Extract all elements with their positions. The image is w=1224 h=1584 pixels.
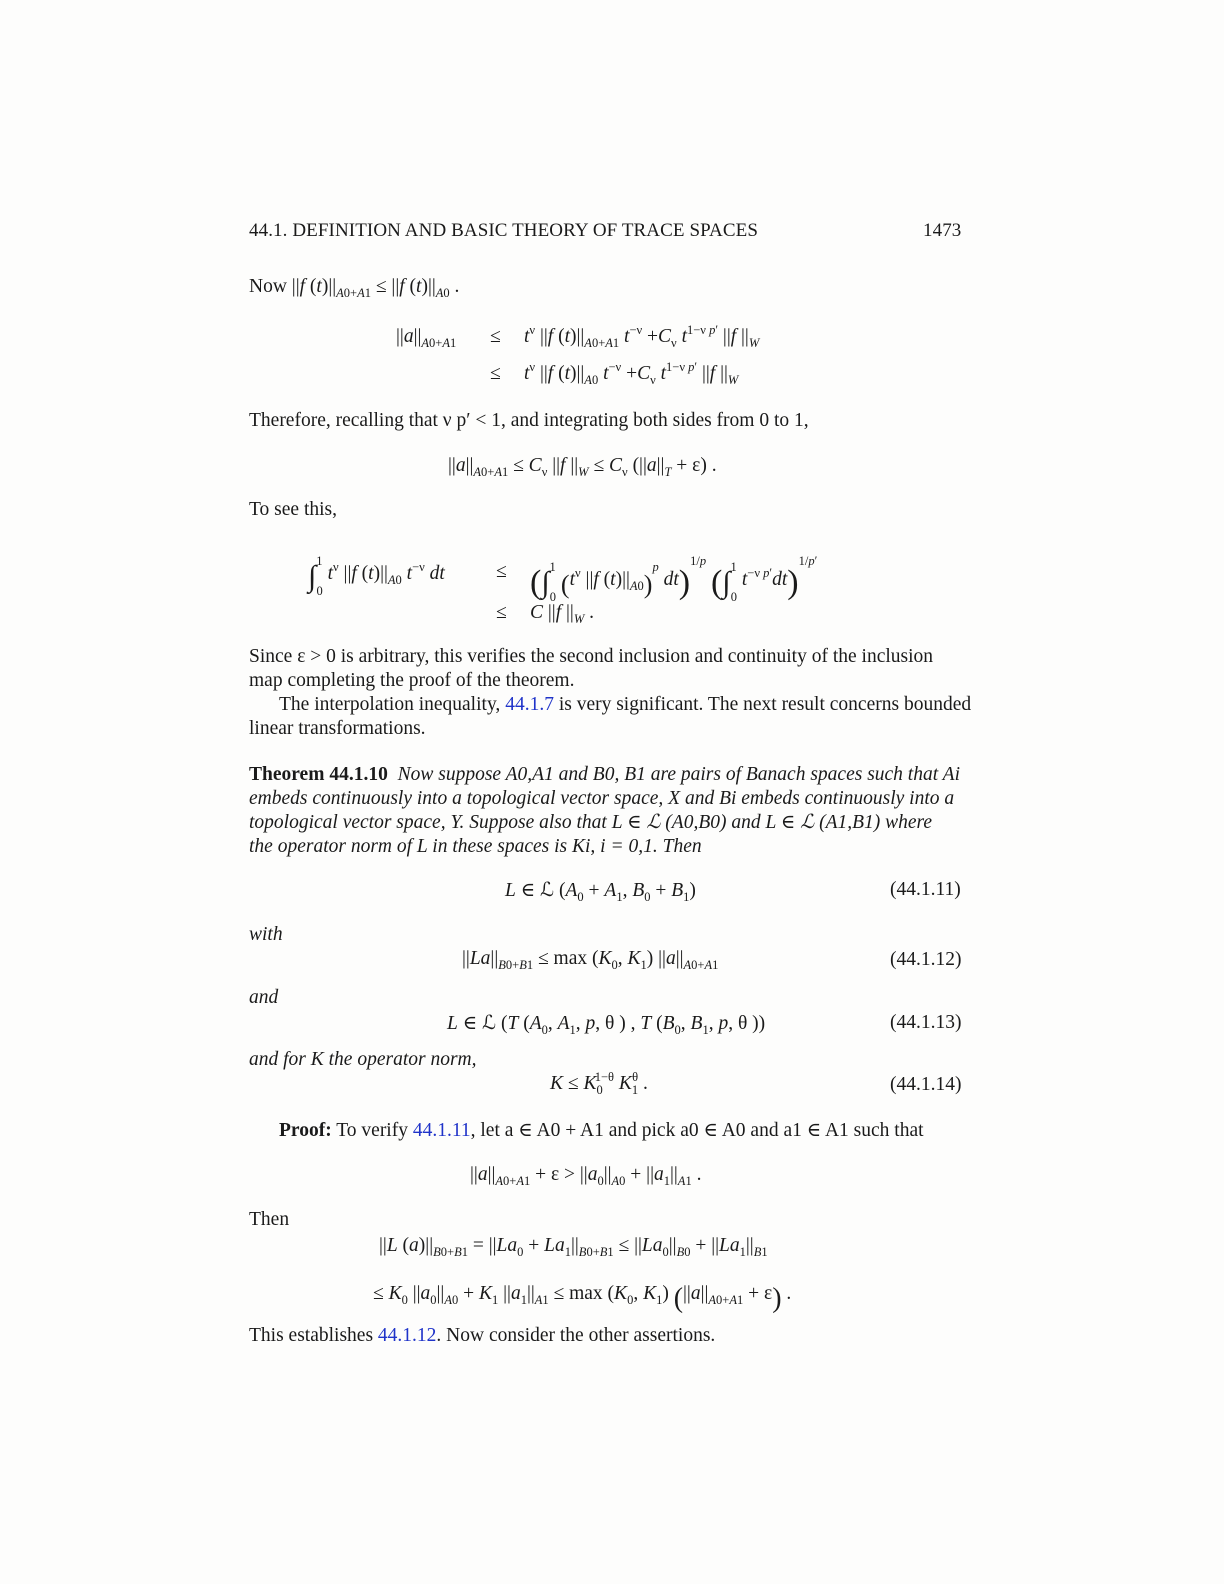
proof-text-b: , let a ∈ A0 + A1 and pick a0 ∈ A0 and a1 ∈ A1 such that: [470, 1120, 924, 1141]
display-eq-holder-bound: C ||f $||_W$ .: [530, 602, 594, 626]
leq-2: ≤: [490, 363, 501, 384]
equation-44-1-13: L ∈ ℒ (T ($A_0$, $A_1$, p, θ ) , T ($B_0$, $B_1$, p, θ )): [447, 1013, 766, 1037]
now-prefix: Now: [249, 276, 287, 297]
display-eq-la-1: ||L $(a)||_{B0+B1} = ||La_0 + La_1||_{B0+B1} \le ||La_0||_{B0} + ||La_1||_{B1}$: [379, 1235, 768, 1259]
proof-ref-link[interactable]: 44.1.11: [412, 1120, 471, 1141]
display-eq-la-2: ≤ $K_0$ $||a_0||_{A0} + K_1$ $||a_1||_{A1} \le \max (K_0$, $K_1$) $(||a||_{A0+A1} + \varepsilon)$ .: [373, 1283, 792, 1314]
display-eq-norm-bound-2: $||a||_{A0+A1} \le C_\nu$ ||f $||_W \le C_\nu$ $(||a||_T + \varepsilon)$ .: [448, 455, 717, 479]
theorem-line-1: [249, 763, 960, 787]
establishes-text-a: This establishes: [249, 1325, 374, 1346]
display-eq-epsilon: $||a||_{A0+A1} + \varepsilon > ||a_0||_{A0} + ||a_1||_{A1}$ .: [470, 1164, 702, 1188]
proof-line-1: [279, 1119, 924, 1143]
proof-label: Proof:: [279, 1120, 332, 1141]
interp-text-b: is very significant. The next result concerns bounded: [558, 694, 972, 715]
proof-text-a: To verify: [336, 1120, 408, 1141]
display-eq-holder: (∫$^1_0$ ($t^\nu$ ||f $(t)||_{A0})^p$ dt)$^{1/p}$ (∫$^1_0$ $t^{-\nu p'}dt)^{1/p'}$: [530, 554, 818, 604]
interp-line-1: [279, 693, 971, 717]
eq-number-14: (44.1.14): [890, 1074, 962, 1095]
display-eq-rhs-2: $t^\nu$ ||f $(t)||_{A0}$ $t^{-\nu} +C_\nu$ $t^{1-\nu p'}$ ||f $||_W$: [524, 360, 739, 387]
therefore-line: Therefore, recalling that ν p′ < 1, and integrating both sides from 0 to 1,: [249, 410, 809, 431]
with-text: with: [249, 924, 283, 945]
then-text: Then: [249, 1209, 290, 1230]
theorem-line-2: embeds continuously into a topological vector space, X and Bi embeds continuously into a: [249, 788, 955, 809]
equation-44-1-14: $K \le K_0^{1-\theta}$ $K_1^\theta$ .: [550, 1070, 648, 1097]
establishes-text-b: . Now consider the other assertions.: [436, 1325, 716, 1346]
since-line-2: map completing the proof of the theorem.: [249, 670, 575, 691]
leq-1: ≤: [490, 326, 501, 347]
theorem-line-3: topological vector space, Y. Suppose also that L ∈ ℒ (A0,B0) and L ∈ ℒ (A1,B1) where: [249, 812, 933, 833]
eq-number-13: (44.1.13): [890, 1012, 962, 1033]
eq-number-12: (44.1.12): [890, 949, 962, 970]
interp-ref-link[interactable]: 44.1.7: [505, 694, 554, 715]
establishes-line: [249, 1324, 715, 1348]
leq-3: ≤: [496, 561, 507, 582]
interp-line-2: linear transformations.: [249, 718, 426, 739]
display-eq-integral-lhs: ∫$^1_0$ $t^\nu$ ||f $(t)||_{A0}$ $t^{-\nu}$ dt: [308, 554, 445, 598]
and-text: and: [249, 987, 279, 1008]
theorem-label: Theorem 44.1.10: [249, 764, 388, 785]
display-eq-rhs-1: $t^\nu$ ||f $(t)||_{A0+A1}$ $t^{-\nu} +C_\nu$ $t^{1-\nu p'}$ ||f $||_W$: [524, 323, 760, 350]
since-line-1: Since ε > 0 is arbitrary, this verifies the second inclusion and continuity of the inclusion: [249, 646, 934, 667]
now-line: Now ||f $(t)||_{A0+A1} \le ||f$ $(t)||_{A0}$ .: [249, 276, 460, 300]
equation-44-1-12: $||La||_{B0+B1} \le \max (K_0$, $K_1$) $||a||_{A0+A1}$: [462, 948, 719, 972]
eq-number-11: (44.1.11): [890, 879, 961, 900]
leq-4: ≤: [496, 602, 507, 623]
theorem-text-1: Now suppose A0,A1 and B0, B1 are pairs of Banach spaces such that Ai: [397, 764, 960, 785]
equation-44-1-11: L ∈ ℒ ($A_0 + A_1$, $B_0 + B_1$): [505, 880, 696, 904]
and-for-text: and for K the operator norm,: [249, 1049, 477, 1070]
running-header: 44.1. DEFINITION AND BASIC THEORY OF TRACE SPACES: [249, 220, 759, 241]
interp-text-a: The interpolation inequality,: [279, 694, 501, 715]
display-eq-norm-bound-1: $||a||_{A0+A1}$: [396, 326, 457, 350]
to-see-line: To see this,: [249, 499, 337, 520]
page-number: 1473: [923, 220, 962, 241]
establishes-ref-link[interactable]: 44.1.12: [377, 1325, 437, 1346]
theorem-line-4: the operator norm of L in these spaces is Ki, i = 0,1. Then: [249, 836, 702, 857]
